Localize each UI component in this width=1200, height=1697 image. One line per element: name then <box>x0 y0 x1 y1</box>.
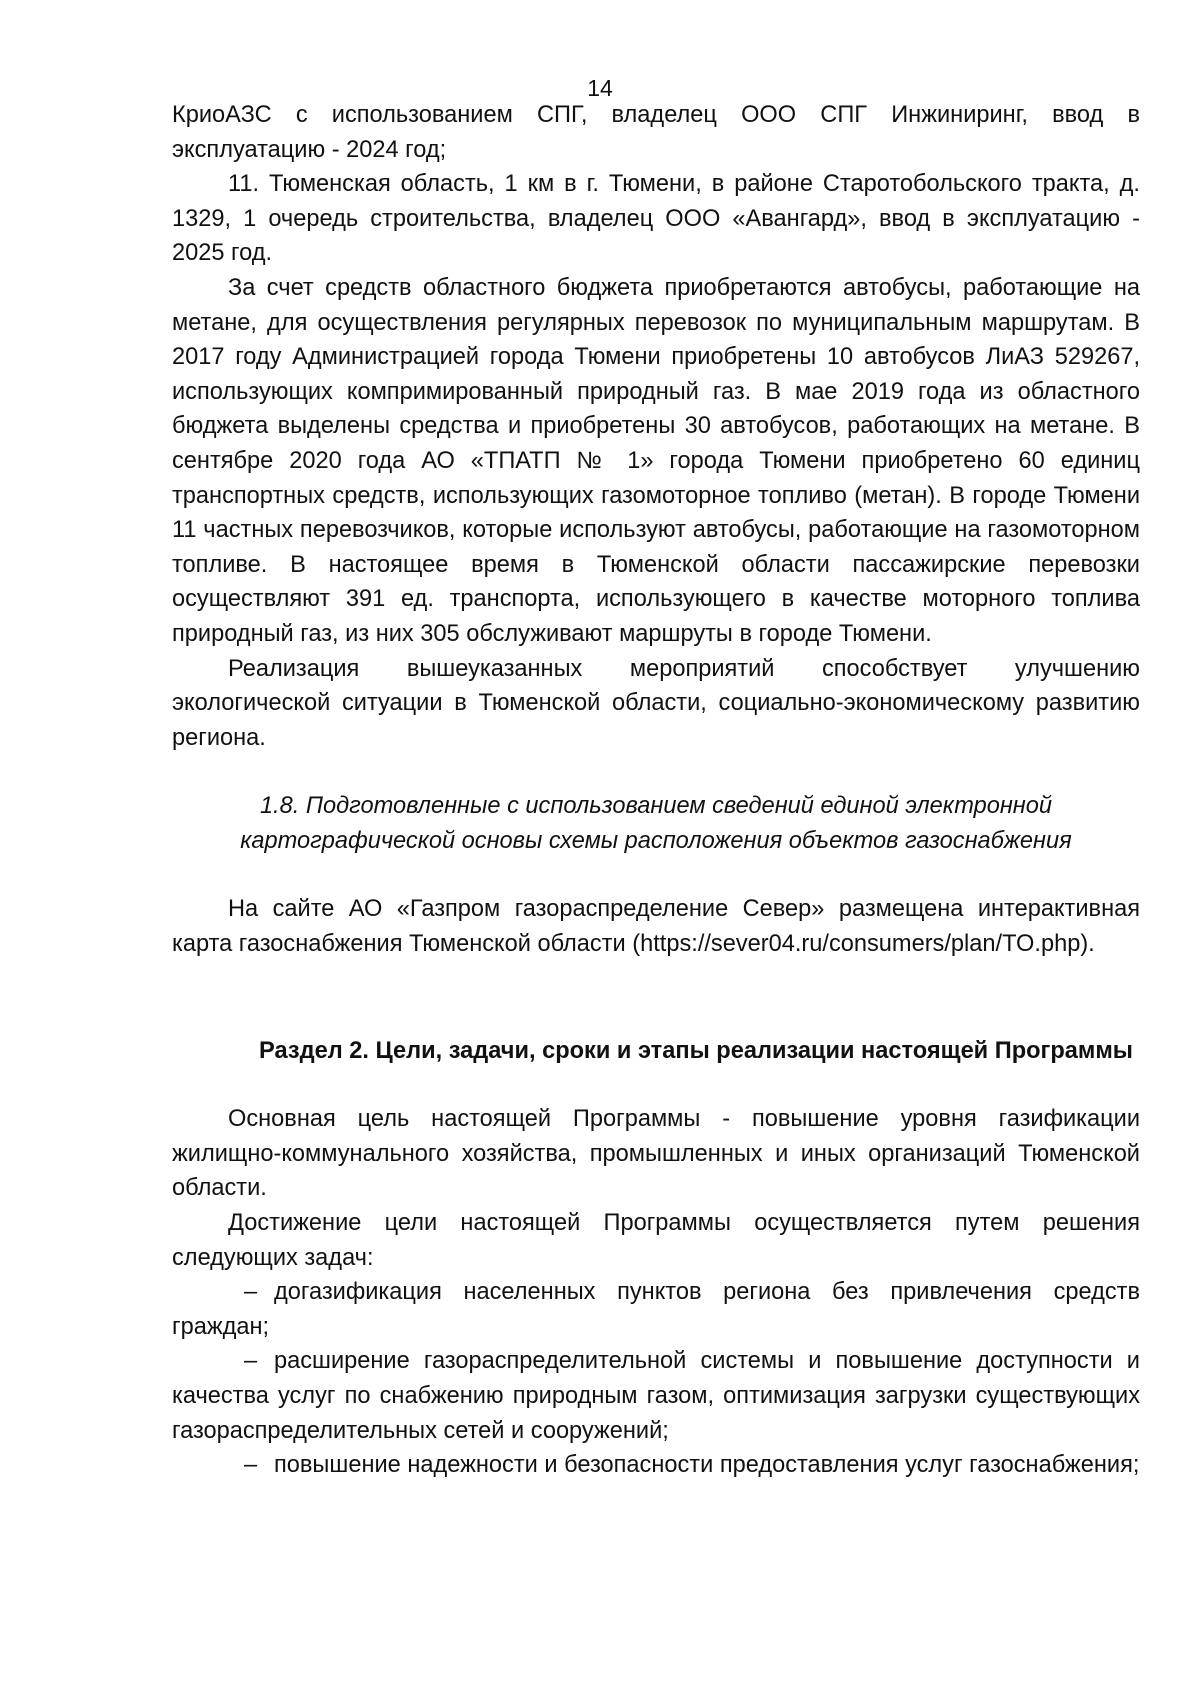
task-text: повышение надежности и безопасности предоставления услуг газоснабжения; <box>274 1452 1140 1479</box>
paragraph-buses: За счет средств областного бюджета приобретаются автобусы, работающие на метане, для осуществления регулярных перевозок по муниципальным маршрутам. В 2017 году Администрацией города Тюмени приобретены 10 автобусов ЛиАЗ 529267, использующих компримированный природный газ. В мае 2019 года из областного бюджета выделены средства и приобретены 30 автобусов, работающих на метане. В сентябре 2020 года АО «ТПАТП № 1» города Тюмени приобретено 60 единиц транспортных средств, использующих газомоторное топливо (метан). В городе Тюмени 11 частных перевозчиков, которые используют автобусы, работающие на газомоторном топливе. В настоящее время в Тюменской области пассажирские перевозки осуществляют 391 ед. транспорта, использующего в качестве моторного топлива природный газ, из них 305 обслуживают маршруты в городе Тюмени. <box>172 274 1140 647</box>
subsection-title: 1.8. Подготовленные с использованием сведений единой электронной картографической основы схемы расположения объектов газоснабжения <box>240 793 1072 854</box>
section-title: Раздел 2. Цели, задачи, сроки и этапы реализации настоящей Программы <box>259 1037 1133 1064</box>
task-list-item <box>172 1448 1140 1483</box>
page-content <box>172 98 1140 1483</box>
dash-marker: – <box>244 1348 258 1375</box>
task-text: расширение газораспределительной системы и повышение доступности и качества услуг по снабжению природным газом, оптимизация загрузки существующих газораспределительных сетей и сооружений; <box>172 1348 1140 1444</box>
subsection-text: На сайте АО «Газпром газораспределение Север» размещена интерактивная карта газоснабжения Тюменской области (https://sever04.ru/consumers/plan/TO.php). <box>172 896 1140 958</box>
dash-marker: – <box>244 1452 258 1479</box>
paragraph-item-11: 11. Тюменская область, 1 км в г. Тюмени, в районе Старотобольского тракта, д. 1329, 1 очередь строительства, владелец ООО «Авангард», ввод в эксплуатацию - 2025 год. <box>172 171 1140 267</box>
task-text: догазификация населенных пунктов региона без привлечения средств граждан; <box>172 1279 1140 1340</box>
task-list-item <box>172 1344 1140 1448</box>
section-intro: Основная цель настоящей Программы - повышение уровня газификации жилищно-коммунального хозяйства, промышленных и иных организаций Тюменской области. <box>172 1106 1140 1202</box>
section-lead: Достижение цели настоящей Программы осуществляется путем решения следующих задач: <box>172 1210 1140 1271</box>
task-list-item <box>172 1275 1140 1344</box>
paragraph-kriozs: КриоАЗС с использованием СПГ, владелец ООО СПГ Инжиниринг, ввод в эксплуатацию - 2024 год; <box>172 102 1140 163</box>
page-number: 14 <box>587 75 613 101</box>
paragraph-implementation: Реализация вышеуказанных мероприятий способствует улучшению экологической ситуации в Тюменской области, социально-экономическому развитию региона. <box>172 655 1140 751</box>
dash-marker: – <box>244 1279 258 1306</box>
section-spacer <box>172 962 1140 1034</box>
